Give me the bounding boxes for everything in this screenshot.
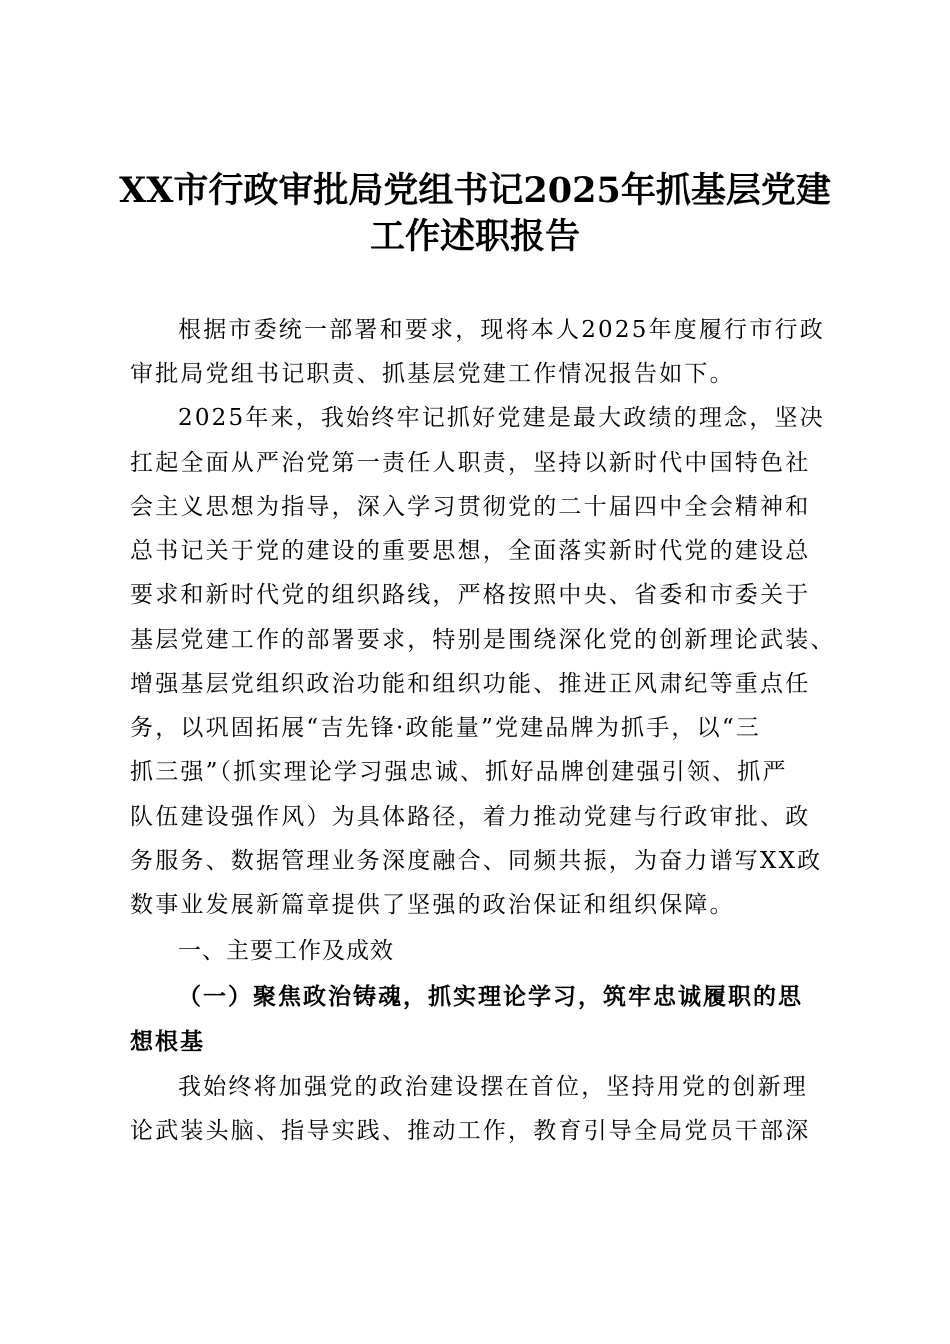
subsection-heading-line: （一）聚焦政治铸魂，抓实理论学习，筑牢忠诚履职的思	[178, 983, 803, 1010]
paragraph-2-line: 总书记关于党的建设的重要思想，全面落实新时代党的建设总	[130, 538, 811, 564]
paragraph-2-line: 务，以巩固拓展“吉先锋·政能量”党建品牌为抓手，以“三	[130, 715, 761, 741]
paragraph-2-line: 会主义思想为指导，深入学习贯彻党的二十届四中全会精神和	[130, 494, 811, 520]
paragraph-2-line: 基层党建工作的部署要求，特别是围绕深化党的创新理论武装、	[130, 627, 836, 653]
subsection-heading-line: 想根基	[130, 1028, 205, 1055]
paragraph-1-line: 审批局党组书记职责、抓基层党建工作情况报告如下。	[130, 361, 735, 387]
paragraph-1-line: 根据市委统一部署和要求，现将本人2025年度履行市行政	[178, 317, 825, 343]
paragraph-2-line: 抓三强”（抓实理论学习强忠诚、抓好品牌创建强引领、抓严	[130, 759, 788, 785]
document-title-line-2: 工作述职报告	[369, 216, 580, 257]
paragraph-2-line: 增强基层党组织政治功能和组织功能、推进正风肃纪等重点任	[130, 671, 811, 697]
paragraph-2-line: 队伍建设强作风）为具体路径，着力推动党建与行政审批、政	[130, 804, 811, 830]
paragraph-2-line: 2025年来，我始终牢记抓好党建是最大政绩的理念，坚决	[178, 405, 825, 431]
paragraph-2-line: 数事业发展新篇章提供了坚强的政治保证和组织保障。	[130, 892, 735, 918]
paragraph-2-line: 扛起全面从严治党第一责任人职责，坚持以新时代中国特色社	[130, 450, 811, 476]
paragraph-3-line: 论武装头脑、指导实践、推动工作，教育引导全局党员干部深	[130, 1118, 811, 1144]
section-heading: 一、主要工作及成效	[178, 938, 394, 964]
paragraph-2-line: 务服务、数据管理业务深度融合、同频共振，为奋力谱写XX政	[130, 848, 823, 874]
paragraph-3-line: 我始终将加强党的政治建设摆在首位，坚持用党的创新理	[178, 1074, 808, 1100]
document-title-line-1: XX市行政审批局党组书记2025年抓基层党建	[119, 170, 831, 211]
paragraph-2-line: 要求和新时代党的组织路线，严格按照中央、省委和市委关于	[130, 582, 811, 608]
